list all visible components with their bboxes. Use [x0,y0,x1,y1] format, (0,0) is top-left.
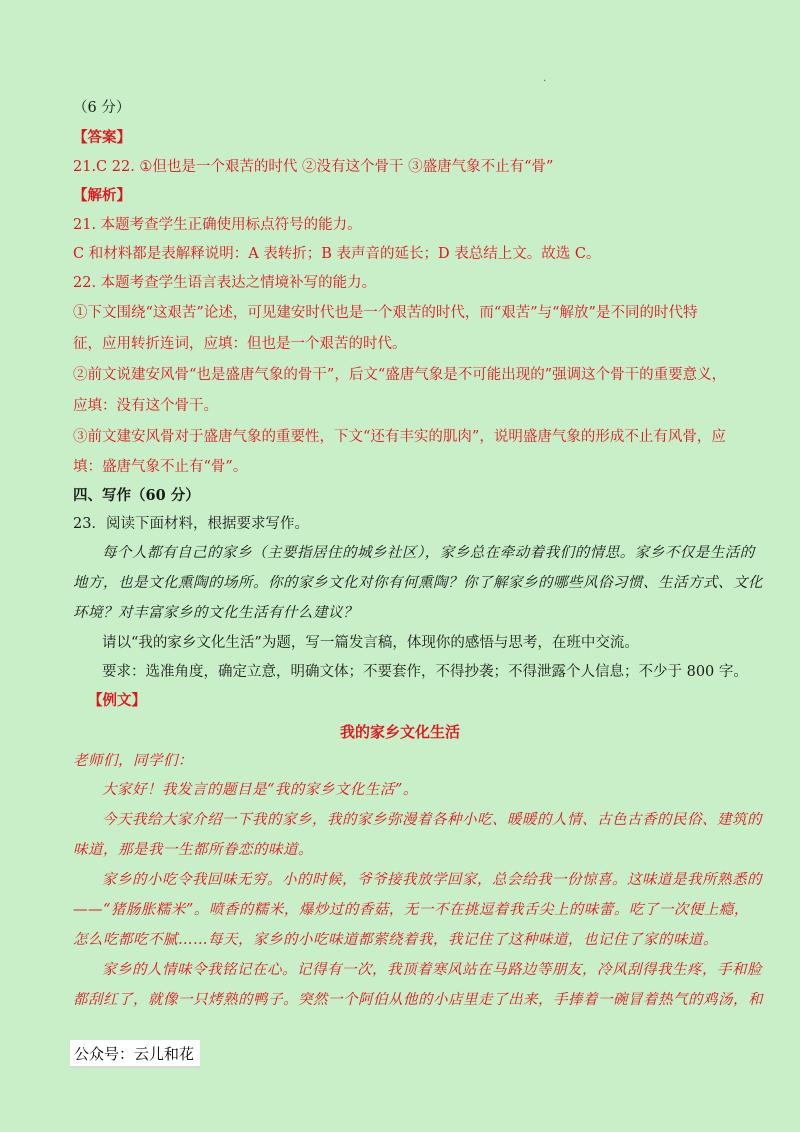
analysis-line: C 和材料都是表解释说明：A 表转折；B 表声音的延长；D 表总结上文。故选 C。 [73,246,601,262]
score-note: （6 分） [73,100,131,116]
essay-line: 都刮红了，就像一只烤熟的鸭子。突然一个阿伯从他的小店里走了出来，手捧着一碗冒着热气的鸡汤，和 [73,992,763,1008]
essay-greeting: 老师们，同学们： [73,753,193,769]
analysis-line: 22. 本题考查学生语言表达之情境补写的能力。 [73,275,377,291]
page-mark-dot: · [543,76,547,87]
analysis-line: ②前文说建安风骨“也是盛唐气象的骨干”，后文“盛唐气象是不可能出现的”强调这个骨干的重要意义， [73,367,727,383]
essay-line: 味道，那是我一生都所眷恋的味道。 [73,842,313,858]
analysis-line: ③前文建安风骨对于盛唐气象的重要性，下文“还有丰实的肌肉”，说明盛唐气象的形成不止有风骨，应 [73,429,726,445]
analysis-line: 21. 本题考查学生正确使用标点符号的能力。 [73,217,362,233]
essay-title: 我的家乡文化生活 [339,723,460,741]
analysis-line: 征，应用转折连词，应填：但也是一个艰苦的时代。 [73,336,407,352]
footer-account: 公众号：云儿和花 [74,1045,195,1063]
material-line: 环境？对丰富家乡的文化生活有什么建议？ [73,605,358,621]
answer-header: 【答案】 [73,129,131,146]
question-prompt: 23．阅读下面材料，根据要求写作。 [73,516,309,532]
requirement-line: 要求：选准角度，确定立意，明确文体；不要套作，不得抄袭；不得泄露个人信息；不少于 800 字。 [102,664,748,680]
analysis-line: ①下文围绕“这艰苦”论述，可见建安时代也是一个艰苦的时代，而“艰苦”与“解放”是不同的时代特 [73,305,698,321]
essay-line: 家乡的小吃令我回味无穷。小的时候，爷爷接我放学回家，总会给我一份惊喜。这味道是我所熟悉的 [102,872,762,888]
analysis-header: 【解析】 [73,187,131,204]
analysis-line: 应填：没有这个骨干。 [73,398,218,414]
essay-line: 怎么吃都吃不腻……每天，家乡的小吃味道都萦绕着我，我记住了这种味道，也记住了家的味道。 [73,932,718,948]
example-header: 【例文】 [88,692,146,709]
section-title: 四、写作（60 分） [73,487,200,504]
answer-line: 21.C 22. ①但也是一个艰苦的时代 ②没有这个骨干 ③盛唐气象不止有“骨” [73,159,554,175]
material-line: 每个人都有自己的家乡（主要指居住的城乡社区），家乡总在牵动着我们的情思。家乡不仅是生活的 [102,545,755,561]
analysis-line: 填：盛唐气象不止有“骨”。 [73,459,248,475]
material-line: 地方，也是文化熏陶的场所。你的家乡文化对你有何熏陶？你了解家乡的哪些风俗习惯、生活方式、文化 [73,575,763,591]
essay-line: ——“猪肠胀糯米”。喷香的糯米，爆炒过的香菇，无一不在挑逗着我舌尖上的味蕾。吃了一次便上瘾， [73,902,749,918]
instruction-line: 请以“我的家乡文化生活”为题，写一篇发言稿，体现你的感悟与思考，在班中交流。 [102,635,639,651]
essay-line: 家乡的人情味令我铭记在心。记得有一次，我顶着寒风站在马路边等朋友，冷风刮得我生疼，手和脸 [102,962,762,978]
essay-line: 大家好！我发言的题目是“我的家乡文化生活”。 [102,782,418,798]
essay-line: 今天我给大家介绍一下我的家乡，我的家乡弥漫着各种小吃、暖暖的人情、古色古香的民俗、建筑的 [102,812,762,828]
